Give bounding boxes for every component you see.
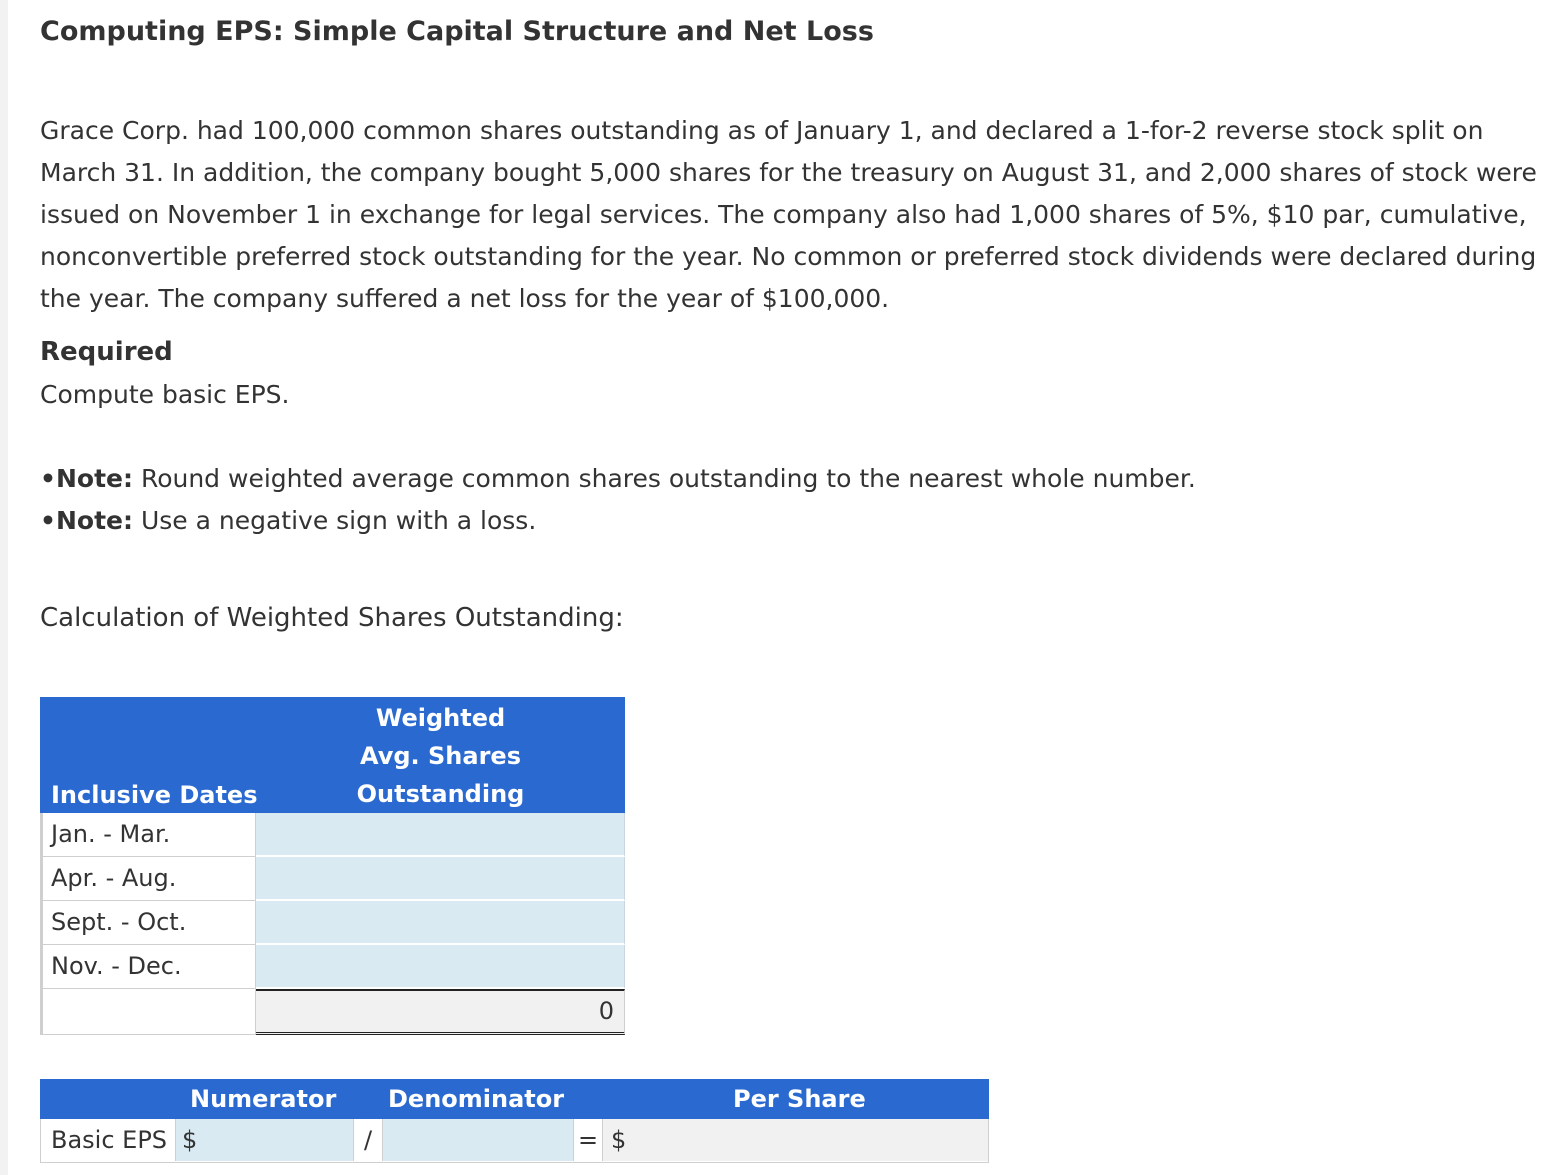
table-row (40, 901, 625, 945)
note-negative (40, 506, 536, 535)
problem-text: Grace Corp. had 100,000 common shares outstanding as of January 1, and declared a 1-for-2 reverse stock split on March 31. In addition, the company bought 5,000 shares for the treasury on August 31, and 2,000 shares of stock were issued on November 1 in exchange for legal services. The company also had 1,000 shares of 5%, $10 par, cumulative, nonconvertible preferred stock outstanding for the year. No common or preferred stock dividends were declared during the year. The company suffered a net loss for the year of $100,000. (40, 116, 1537, 313)
note-label: Note: (55, 464, 133, 493)
left-gutter (0, 0, 8, 1175)
note-label: Note: (55, 506, 133, 535)
header-line: Avg. Shares (360, 742, 521, 770)
note-bullet: • (40, 506, 56, 535)
basic-eps-label: Basic EPS (51, 1126, 168, 1154)
table-row (40, 857, 625, 901)
table-row (40, 945, 625, 989)
weighted-shares-total: 0 (256, 989, 625, 1035)
header-denominator: Denominator (388, 1085, 565, 1113)
basic-eps-row (40, 1119, 989, 1163)
weighted-shares-input-jan-mar[interactable] (256, 813, 625, 857)
date-range-apr-aug: Apr. - Aug. (40, 857, 256, 901)
eps-header (40, 1079, 989, 1119)
total-label-cell (40, 989, 256, 1035)
header-inclusive-dates: Inclusive Dates (51, 781, 258, 809)
required-text: Compute basic EPS. (40, 380, 290, 409)
note-bullet: • (40, 464, 56, 493)
note-rounding (40, 464, 1196, 493)
weighted-shares-input-apr-aug[interactable] (256, 857, 625, 901)
divide-sign: / (353, 1119, 383, 1161)
numerator-input[interactable] (175, 1119, 353, 1161)
page-title: Computing EPS: Simple Capital Structure and Net Loss (40, 16, 874, 47)
table-row (40, 813, 625, 857)
weighted-shares-table (40, 697, 625, 1035)
calculation-label: Calculation of Weighted Shares Outstanding: (40, 603, 624, 633)
required-heading: Required (40, 337, 173, 367)
header-line: Weighted (375, 704, 506, 732)
date-range-sept-oct: Sept. - Oct. (40, 901, 256, 945)
date-range-nov-dec: Nov. - Dec. (40, 945, 256, 989)
weighted-shares-header (40, 697, 625, 813)
note-text: Round weighted average common shares outstanding to the nearest whole number. (133, 464, 1196, 493)
header-line: Outstanding (356, 780, 525, 808)
per-share-output (603, 1119, 988, 1161)
note-text: Use a negative sign with a loss. (133, 506, 537, 535)
equals-sign: = (573, 1119, 603, 1161)
dollar-sign: $ (611, 1126, 627, 1154)
date-range-jan-mar: Jan. - Mar. (40, 813, 256, 857)
total-row (40, 989, 625, 1035)
header-per-share: Per Share (733, 1085, 866, 1113)
header-numerator: Numerator (190, 1085, 337, 1113)
header-weighted-avg (256, 699, 625, 813)
basic-eps-table (40, 1079, 989, 1163)
weighted-shares-input-sept-oct[interactable] (256, 901, 625, 945)
dollar-sign: $ (182, 1126, 198, 1154)
weighted-shares-input-nov-dec[interactable] (256, 945, 625, 989)
denominator-input[interactable] (383, 1119, 573, 1161)
